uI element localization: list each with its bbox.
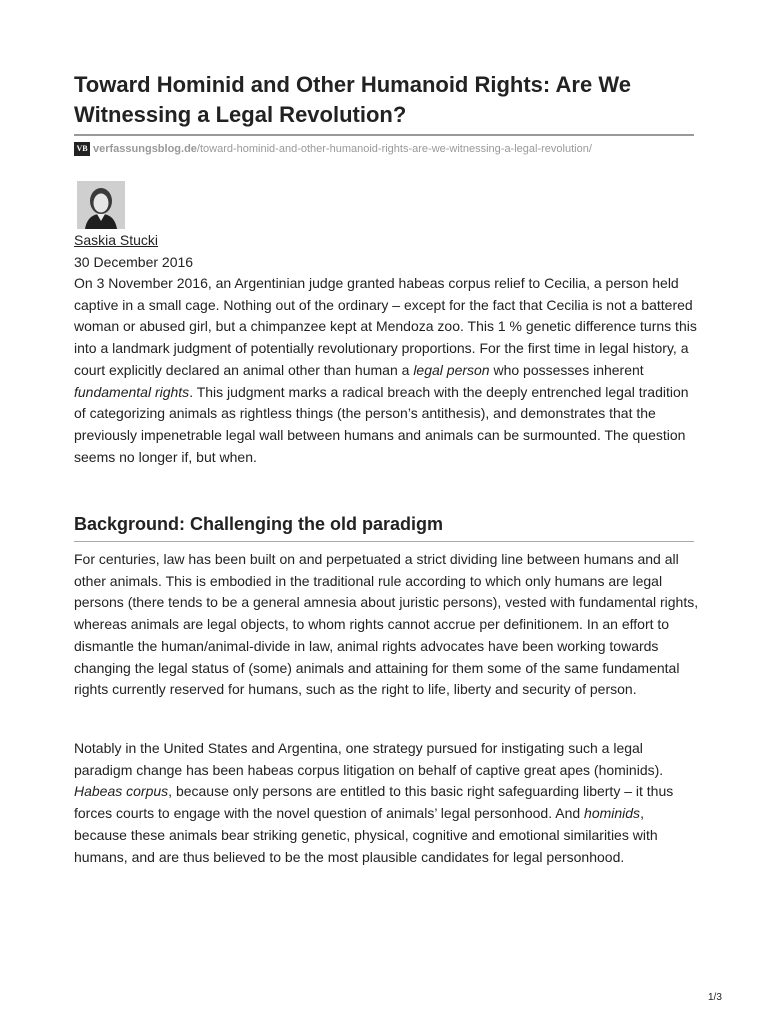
strategy-text-b: , because only persons are entitled to this basic right safeguarding liberty – it thus forces courts to engage with the novel question of animals’ legal personhood. And: [74, 783, 674, 822]
strategy-text-c: , because these animals bear striking genetic, physical, cognitive and emotional similarities with humans, and are thus believed to be the most plausible candidates for legal personhood.: [74, 805, 658, 865]
verfassungsblog-logo-icon: VB: [74, 142, 90, 156]
paragraph-strategy: [74, 738, 699, 868]
paragraph-background: For centuries, law has been built on and perpetuated a strict dividing line between humans and all other animals. This is embodied in the traditional rule according to which only humans are legal persons (there tends to be a general amnesia about juristic persons), vested with fundamental rights, whereas animals are legal objects, to whom rights cannot accrue per definitionem. In an effort to dismantle the human/animal-divide in law, animal rights advocates have been working towards changing the legal status of (some) animals and attaining for them some of the same fundamental rights currently reserved for humans, such as the right to life, liberty and security of person.: [74, 551, 699, 698]
publish-date: 30 December 2016: [74, 254, 194, 270]
author-avatar: [77, 181, 125, 229]
intro-emphasis-fundamental-rights: fundamental rights: [74, 383, 190, 400]
author-link[interactable]: Saskia Stucki: [74, 232, 159, 248]
source-path[interactable]: /toward-hominid-and-other-humanoid-rights-are-we-witnessing-a-legal-revolution/: [196, 143, 592, 155]
title-divider: [74, 134, 694, 136]
source-domain[interactable]: verfassungsblog.de: [93, 143, 197, 155]
strategy-text-a: Notably in the United States and Argentina, one strategy pursued for instigating such a legal paradigm change has been habeas corpus litigation on behalf of captive great apes (hominids).: [74, 740, 664, 778]
strategy-emphasis-habeas-corpus: Habeas corpus: [74, 783, 169, 800]
paragraph-intro: [74, 273, 699, 468]
page-number: 1/3: [708, 992, 722, 1003]
intro-text-c: . This judgment marks a radical breach with the deeply entrenched legal tradition of categorizing animals as rightless things (the person’s antithesis), and demonstrates that the previously impenetrable legal wall between humans and animals can be surmounted. The question seems no longer if, but when.: [74, 383, 689, 465]
source-line[interactable]: [74, 141, 694, 157]
intro-text-a: On 3 November 2016, an Argentinian judge granted habeas corpus relief to Cecilia, a person held captive in a small cage. Nothing out of the ordinary – except for the fact that Cecilia is not a battered woman or abused girl, but a chimpanzee kept at Mendoza zoo. This 1 % genetic difference turns this into a landmark judgment of potentially revolutionary proportions. For the first time in legal history, a court explicitly declared an animal other than human a: [74, 275, 697, 378]
intro-emphasis-legal-person: legal person: [413, 361, 490, 378]
author-portrait-icon: [77, 181, 125, 229]
section-heading: Background: Challenging the old paradigm: [74, 514, 444, 534]
strategy-emphasis-hominids: hominids: [584, 805, 641, 822]
article-title: Toward Hominid and Other Humanoid Rights: Are We Witnessing a Legal Revolution?: [74, 72, 631, 127]
intro-text-b: who possesses inherent: [489, 361, 644, 378]
section-divider: [74, 541, 694, 542]
